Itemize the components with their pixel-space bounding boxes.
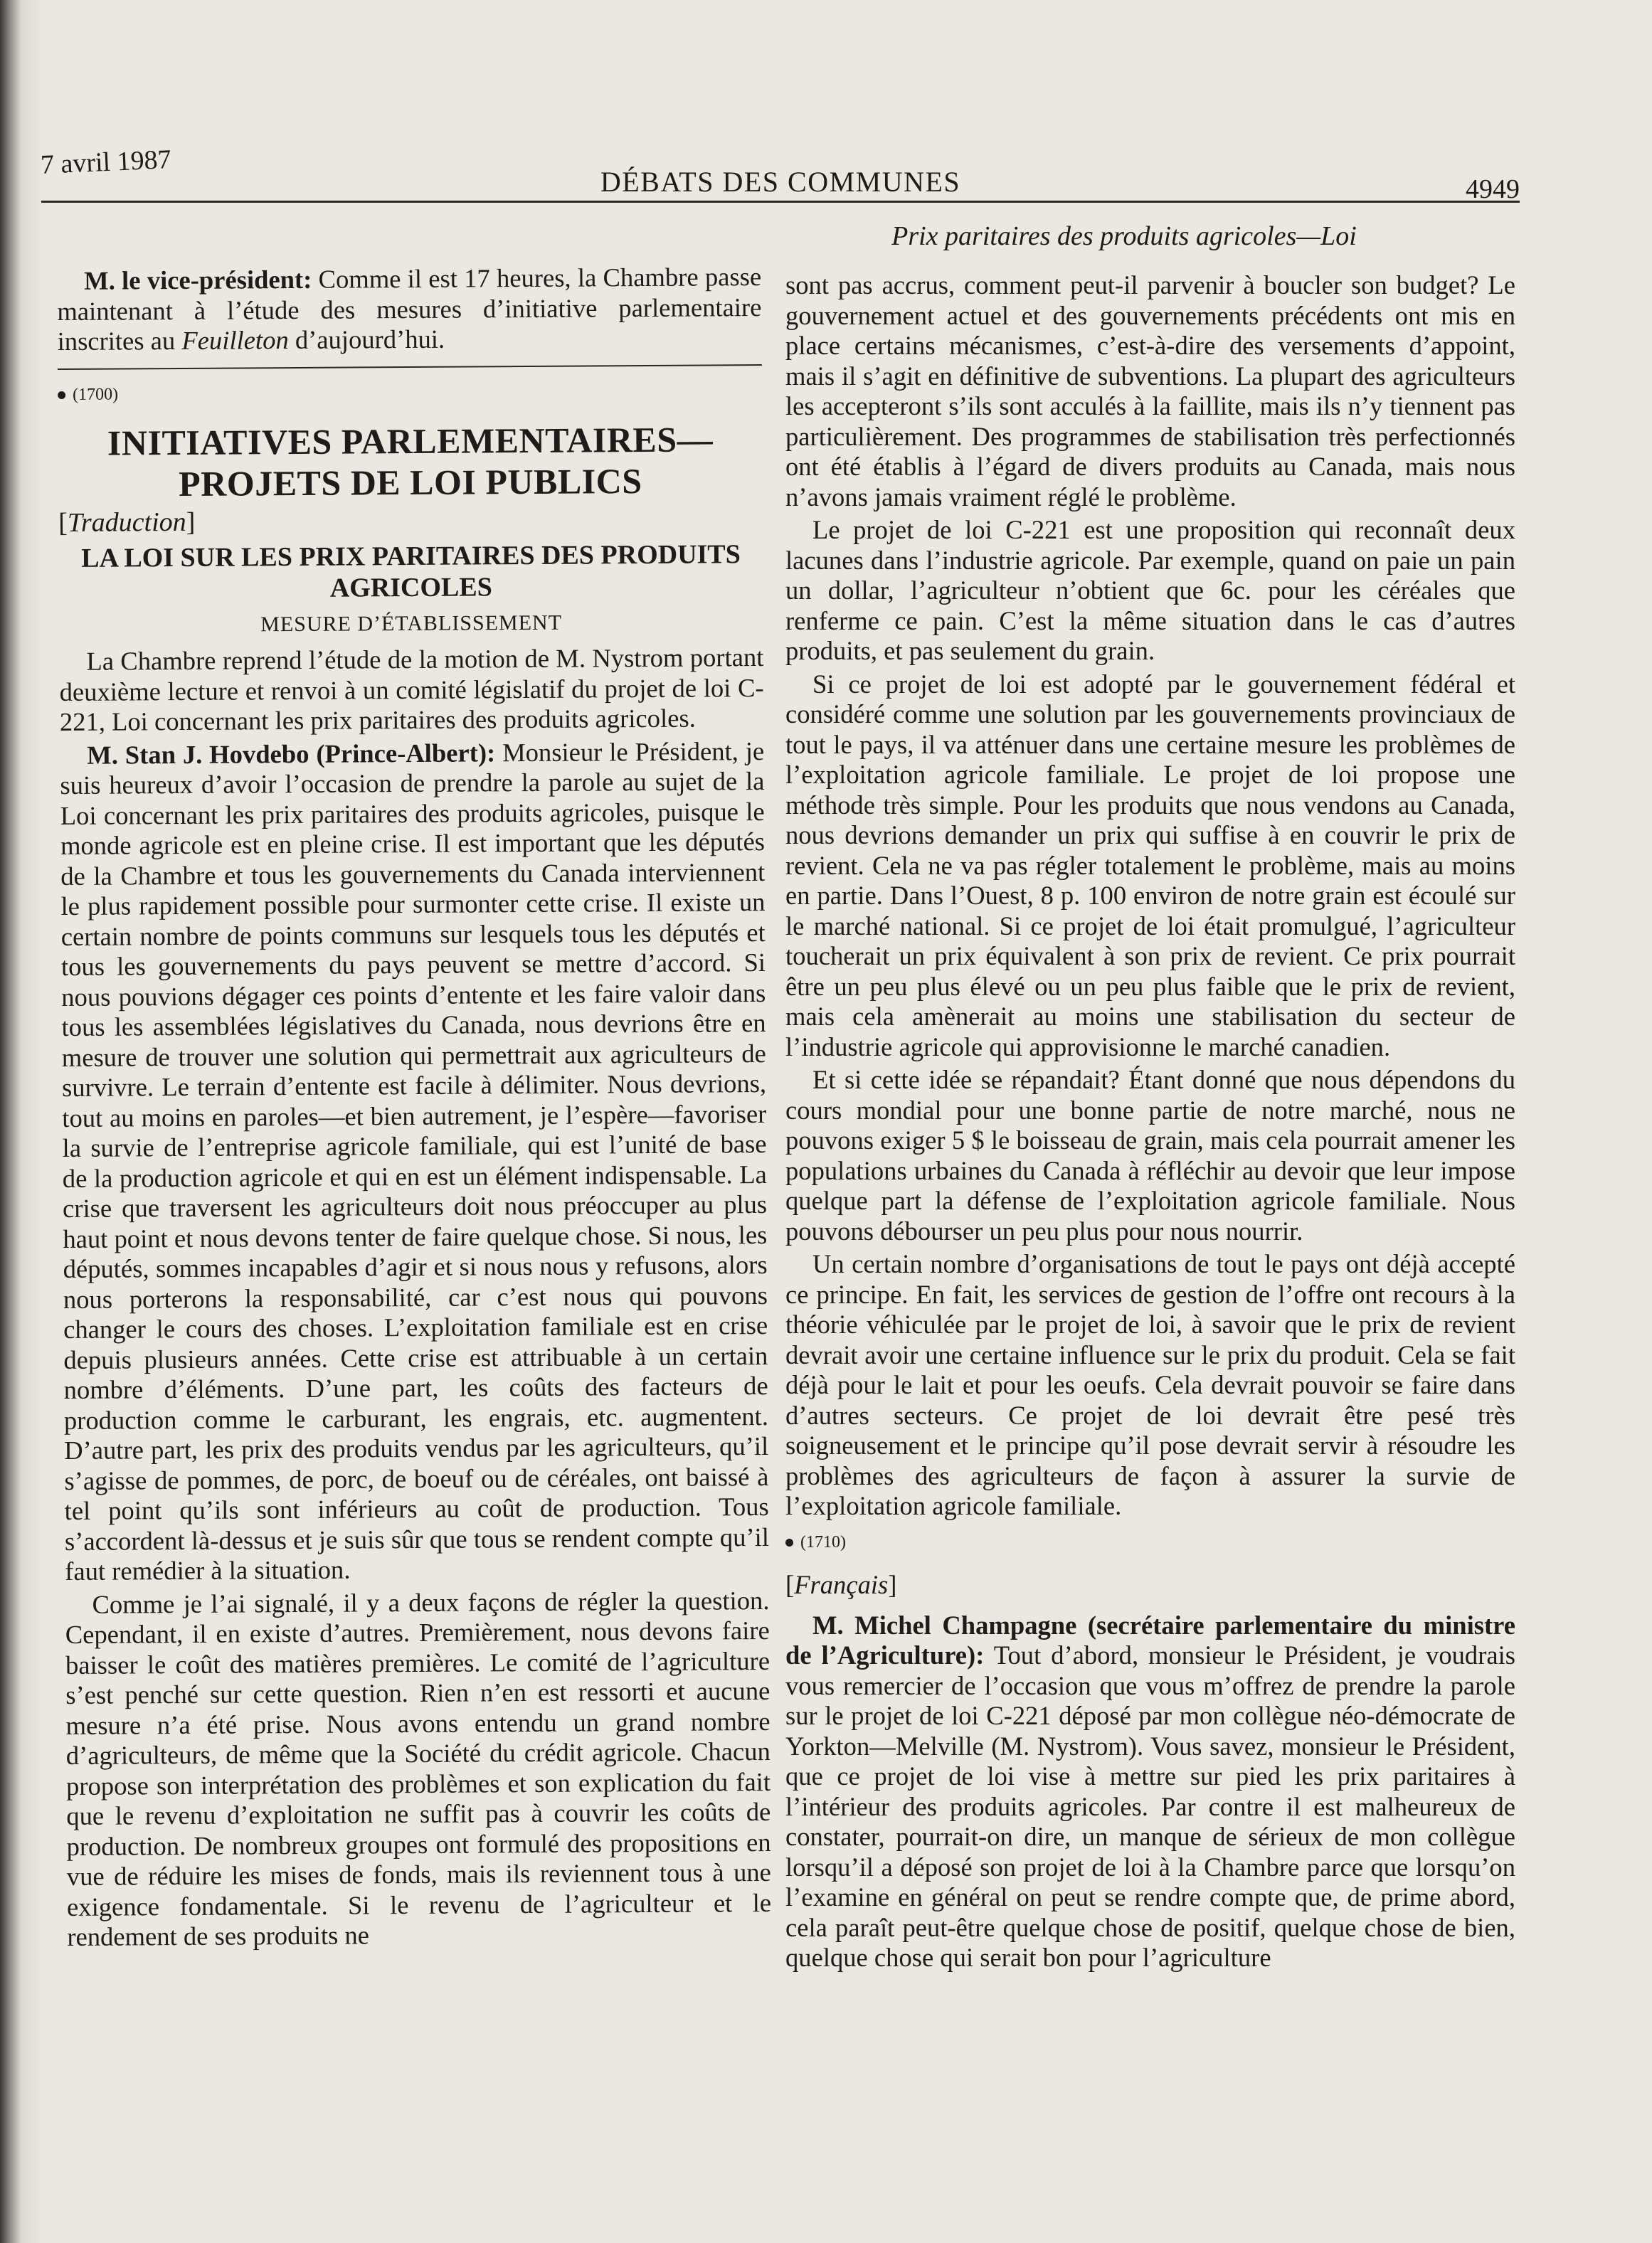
bullet-icon: [785, 1539, 793, 1547]
running-head: Prix paritaires des produits agricoles—Loi: [891, 221, 1357, 251]
italic-term: Feuilleton: [181, 325, 289, 355]
left-column: [57, 262, 771, 1956]
page-number: 4949: [1466, 174, 1520, 204]
bullet-icon: [58, 391, 65, 399]
paragraph-text: Monsieur le Président, je suis heureux d’avoir l’occasion de prendre la parole au sujet de la Loi concernant les prix paritaires des produits agricoles, puisque le monde agricole est en pleine crise. Il est important que les députés de la Chambre et tous les gouvernements du Canada interviennent le plus rapidement possible pour surmonter cette crise. Il existe un certain nombre de points communs sur lesquels tous les députés et tous les gouvernements du pays peuvent se mettre d’accord. Si nous pouvions dégager ces points d’entente et les faire valoir dans tous les assemblées législatives du Canada, nous devrions être en mesure de trouver une solution qui permettrait aux agriculteurs de survivre. Le terrain d’entente est facile à délimiter. Nous devrions, tout au moins en paroles—et bien autrement, je l’espère—favoriser la survie de l’entreprise agricole familiale, qui est l’unité de base de la production agricole et qui en est un élément indispensable. La crise que traversent les agriculteurs doit nous préoccuper au plus haut point et nous devons tenter de faire quelque chose. Si nous, les députés, sommes incapables d’agir et si nous nous y refusons, alors nous porterons la responsabilité, car c’est nous qui pouvons changer le cours des choses. L’exploitation familiale est en crise depuis plusieurs années. Cette crise est attribuable à un certain nombre d’éléments. D’une part, les coûts des facteurs de production comme le carburant, les engrais, etc. augmentent. D’autre part, les prix des produits vendus par les agriculteurs, qu’il s’agisse de pommes, de porc, de boeuf ou de céréales, ont baissé à tel point qu’ils sont inférieurs au coût de production. Tous s’accordent là-dessus et je suis sûr que tous se rendent compte qu’il faut remédier à la situation.: [60, 736, 770, 1586]
speaker-name: M. Stan J. Hovdebo (Prince-Albert):: [87, 737, 496, 770]
speaker-name: M. le vice-président:: [84, 264, 312, 295]
bill-subtitle: MESURE D’ÉTABLISSEMENT: [260, 610, 563, 636]
section-heading: INITIATIVES PARLEMENTAIRES— PROJETS DE LOI PUBLICS: [107, 419, 714, 504]
paragraph: La Chambre reprend l’étude de la motion de M. Nystrom portant deuxième lecture et renvoi à un comité législatif du projet de loi C-221, Loi concernant les prix paritaires des produits agricoles.: [59, 642, 764, 737]
timestamp: (1700): [58, 375, 762, 410]
paragraph: sont pas accrus, comment peut-il parvenir à boucler son budget? Le gouvernement actuel et des gouvernements précédents ont mis en place certains mécanismes, c’est-à-dire des versements d’appoint, mais il s’agit en définitive de subventions. La plupart des agriculteurs les accepteront s’ils sont acculés à la faillite, mais ils n’y tiennent pas particulièrement. Des programmes de stabilisation très perfectionnés ont été établis à l’égard de divers produits au Canada, mais nous n’avons jamais vraiment réglé le problème.: [785, 270, 1515, 511]
paragraph: [785, 1611, 1515, 1973]
paragraph-text: Comme il est 17 heures, la Chambre passe maintenant à l’étude des mesures d’initiative parlementaire inscrites au: [57, 262, 762, 356]
paragraph: Le projet de loi C-221 est une proposition qui reconnaît deux lacunes dans l’industrie agricole. Par exemple, quand on paie un pain un dollar, l’agriculteur n’obtient que 6c. pour les céréales que renferme ce pain. C’est la même situation dans le cas d’autres produits, et pas seulement du grain.: [785, 515, 1515, 665]
paragraph: Si ce projet de loi est adopté par le gouvernement fédéral et considéré comme une solution par les gouvernements provinciaux de tout le pays, il va atténuer dans une certaine mesure les problèmes de l’exploitation agricole familiale. Le projet de loi propose une méthode très simple. Pour les produits que nous vendons au Canada, nous devrions demander un prix qui suffise à en couvrir le prix de revient. Cela ne va pas régler totalement le problème, mais au moins en partie. Dans l’Ouest, 8 p. 100 environ de notre grain est écoulé sur le marché national. Si ce projet de loi était promulgué, l’agriculteur toucherait un prix équivalent à son prix de revient. Ce prix pourrait être un peu plus élevé ou un peu plus faible que le prix de revient, mais cela amènerait au moins une stabilisation du secteur de l’industrie agricole qui approvisionne le marché canadien.: [785, 669, 1515, 1061]
speaker-name: M. Michel Champagne (secrétaire parlementaire du ministre de l’Agriculture):: [785, 1610, 1515, 1670]
bill-title: LA LOI SUR LES PRIX PARITAIRES DES PRODUITS AGRICOLES: [81, 539, 741, 603]
paragraph: Et si cette idée se répandait? Étant donné que nous dépendons du cours mondial pour une bonne partie de notre marché, nous ne pouvons exiger 5 $ le boisseau de grain, mais cela pourrait amener les populations urbaines du Canada à réfléchir au devoir que leur impose quelque part la défense de l’exploitation agricole familiale. Nous pouvons débourser un peu plus pour nous nourrir.: [785, 1065, 1515, 1246]
paragraph: [60, 736, 769, 1586]
paragraph: Comme je l’ai signalé, il y a deux façons de régler la question. Cependant, il en existe d’autres. Premièrement, nous devons faire baisser le coût des matières premières. Le comité de l’agriculture s’est penché sur cette question. Rien n’en est ressorti et aucune mesure n’a été prise. Nous avons entendu un grand nombre d’agriculteurs, de même que la Société du crédit agricole. Chacun propose son interprétation des problèmes et son explication du fait que le revenu d’exploitation ne suffit pas à couvrir les coûts de production. De nombreux groupes ont formulé des propositions en vue de réduire les mises de fonds, mais ils reviennent tous à une exigence fondamentale. Si le revenu de l’agriculteur et le rendement de ses produits ne: [65, 1585, 772, 1952]
header-date: 7 avril 1987: [40, 144, 172, 181]
paragraph: Un certain nombre d’organisations de tout le pays ont déjà accepté ce principe. En fait, les services de gestion de l’offre ont recours à la théorie véhiculée par le projet de loi, à savoir que le prix de revient devrait avoir une certaine influence sur le prix du produit. Cela se fait déjà pour le lait et pour les oeufs. Cela devrait pouvoir se faire dans d’autres secteurs. Ce projet de loi devrait être pesé très soigneusement et le principe qu’il pose devrait servir à résoudre les problèmes des agriculteurs de façon à assurer la survie de l’exploitation agricole familiale.: [785, 1249, 1515, 1520]
translation-note: [Traduction]: [58, 507, 196, 539]
paragraph: [57, 262, 762, 357]
header-title: DÉBATS DES COMMUNES: [600, 166, 961, 198]
page-header: [41, 142, 1520, 203]
section-divider: [58, 364, 762, 369]
paragraph-text: d’aujourd’hui.: [288, 324, 445, 355]
timestamp: (1710): [785, 1527, 1515, 1558]
paragraph-text: Tout d’abord, monsieur le Président, je voudrais vous remercier de l’occasion que vous m’offrez de prendre la parole sur le projet de loi C-221 déposé par mon collègue néo-démocrate de Yorkton—Melville (M. Nystrom). Vous savez, monsieur le Président, que ce projet de loi vise à mettre sur pied les prix paritaires à l’intérieur des produits agricoles. Par contre il est malheureux de constater, pourrait-on dire, un manque de sérieux de mon collègue lorsqu’il a déposé son projet de loi à la Chambre parce que lorsqu’on l’examine en général on peut se rendre compte que, de prime abord, cela paraît peut-être quelque chose de positif, quelque chose de bien, quelque chose qui serait bon pour l’agriculture: [785, 1640, 1516, 1972]
right-column: [785, 270, 1515, 1976]
language-note: [Français]: [785, 1570, 897, 1599]
